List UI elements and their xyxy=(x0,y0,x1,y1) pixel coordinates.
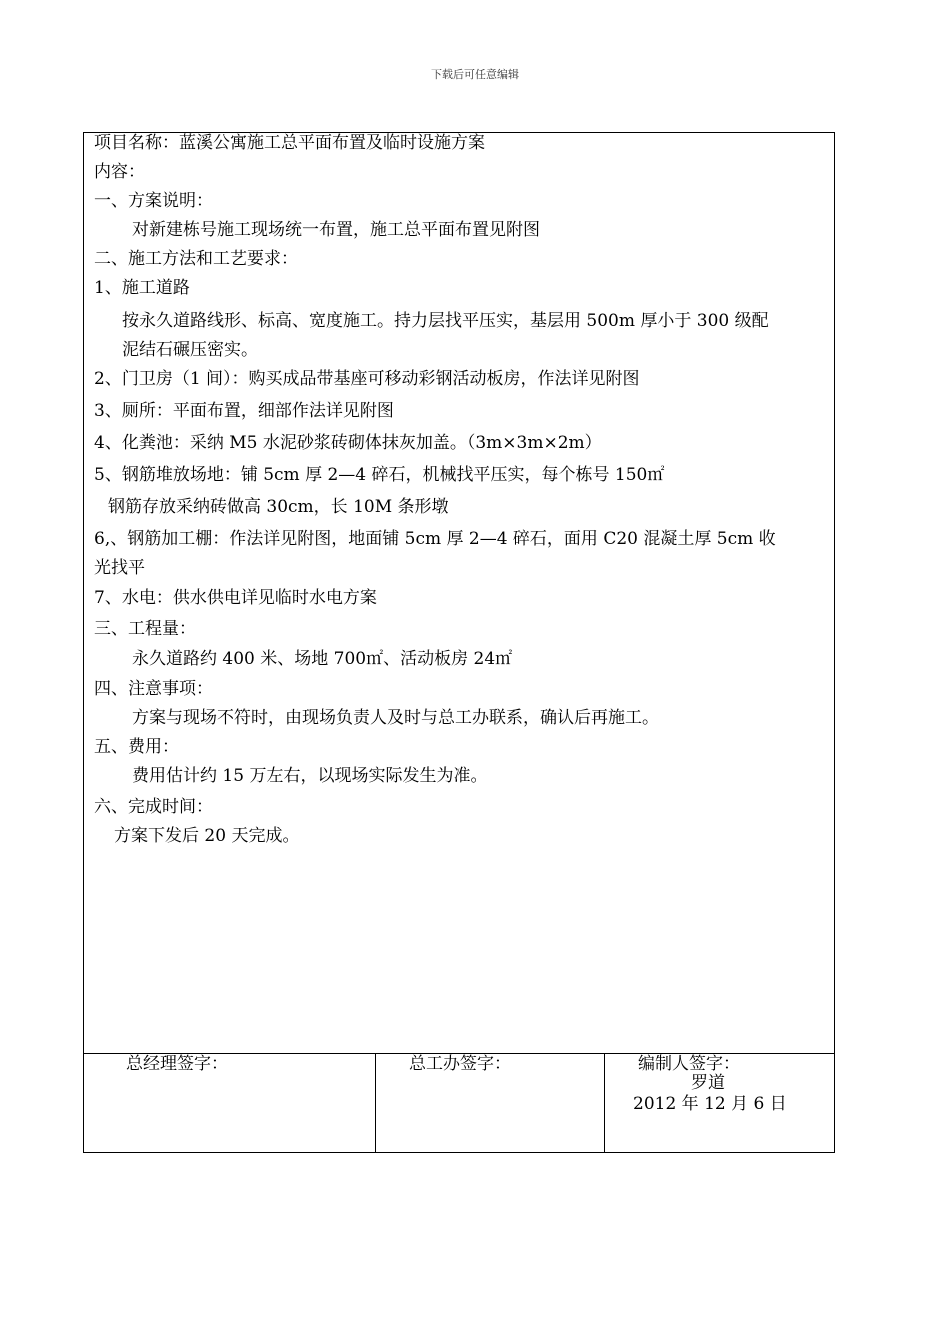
chief-office-signature-cell xyxy=(376,1054,605,1152)
signature-row xyxy=(84,1054,834,1152)
item-2: 2、门卫房（1 间）：购买成品带基座可移动彩钢活动板房，作法详见附图 xyxy=(94,369,640,389)
section-2-title: 二、施工方法和工艺要求： xyxy=(94,249,298,269)
section-4-title: 四、注意事项： xyxy=(94,679,213,699)
item-1-line-2: 泥结石碾压密实。 xyxy=(122,340,258,360)
section-1-title: 一、方案说明： xyxy=(94,191,213,211)
chief-office-signature-label: 总工办签字： xyxy=(409,1054,511,1074)
plan-table xyxy=(83,132,835,1153)
gm-signature-label: 总经理签字： xyxy=(126,1054,228,1074)
item-1-title: 1、施工道路 xyxy=(94,278,190,298)
section-5-title: 五、费用： xyxy=(94,737,179,757)
section-3-text: 永久道路约 400 米、场地 700㎡、活动板房 24㎡ xyxy=(132,649,513,669)
item-5-line-2: 钢筋存放采纳砖做高 30cm，长 10M 条形墩 xyxy=(108,497,449,517)
section-3-title: 三、工程量： xyxy=(94,619,196,639)
item-6-line-1: 6,、钢筋加工棚：作法详见附图，地面铺 5cm 厚 2—4 碎石，面用 C20 混凝土厚 5cm 收 xyxy=(94,529,776,549)
project-name: 项目名称：蓝溪公寓施工总平面布置及临时设施方案 xyxy=(94,133,485,153)
section-4-text: 方案与现场不符时，由现场负责人及时与总工办联系，确认后再施工。 xyxy=(132,708,659,728)
item-4: 4、化粪池：采纳 M5 水泥砂浆砖砌体抹灰加盖。（3m×3m×2m） xyxy=(94,433,602,453)
section-6-text: 方案下发后 20 天完成。 xyxy=(114,826,300,846)
section-1-text: 对新建栋号施工现场统一布置，施工总平面布置见附图 xyxy=(132,220,540,240)
header-note: 下载后可任意编辑 xyxy=(431,68,519,81)
content-label: 内容： xyxy=(94,162,145,182)
section-6-title: 六、完成时间： xyxy=(94,797,213,817)
author-signature-label: 编制人签字： xyxy=(638,1054,740,1074)
item-7: 7、水电：供水供电详见临时水电方案 xyxy=(94,588,377,608)
item-5-line-1: 5、钢筋堆放场地：铺 5cm 厚 2—4 碎石，机械找平压实，每个栋号 150㎡ xyxy=(94,465,665,485)
author-signature-cell xyxy=(605,1054,834,1152)
plan-content xyxy=(84,133,834,1054)
item-3: 3、厕所：平面布置，细部作法详见附图 xyxy=(94,401,394,421)
gm-signature-cell xyxy=(84,1054,376,1152)
signature-date: 2012 年 12 月 6 日 xyxy=(633,1094,787,1114)
author-name: 罗道 xyxy=(691,1073,725,1093)
item-1-line-1: 按永久道路线形、标高、宽度施工。持力层找平压实，基层用 500m 厚小于 300 级配 xyxy=(122,311,769,331)
item-6-line-2: 光找平 xyxy=(94,558,145,578)
section-5-text: 费用估计约 15 万左右，以现场实际发生为准。 xyxy=(132,766,488,786)
